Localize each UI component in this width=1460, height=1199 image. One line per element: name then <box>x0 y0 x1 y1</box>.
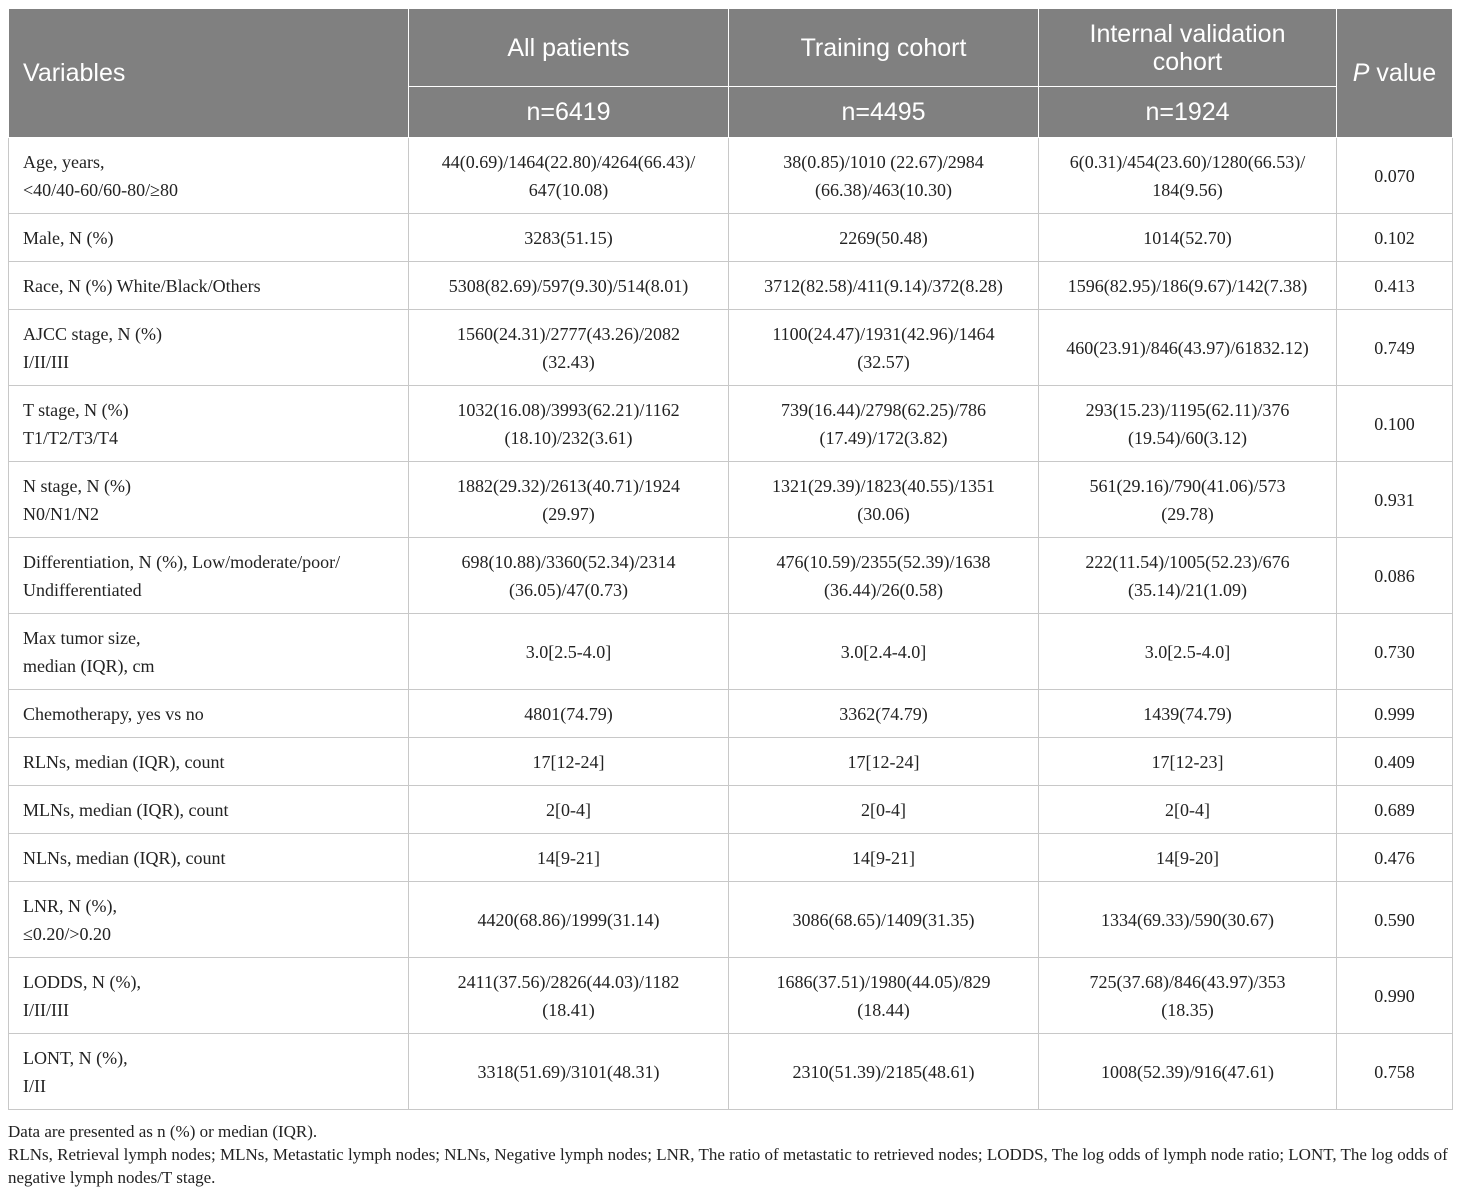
table-body <box>9 138 1453 1110</box>
cell-internal-validation: 1008(52.39)/916(47.61) <box>1039 1034 1337 1110</box>
cell-p-value: 0.100 <box>1337 386 1453 462</box>
cell-training-cohort: 2310(51.39)/2185(48.61) <box>729 1034 1039 1110</box>
cell-internal-validation: 6(0.31)/454(23.60)/1280(66.53)/ 184(9.56) <box>1039 138 1337 214</box>
cell-all-patients: 698(10.88)/3360(52.34)/2314 (36.05)/47(0.73) <box>409 538 729 614</box>
cell-p-value: 0.730 <box>1337 614 1453 690</box>
cell-p-value: 0.413 <box>1337 262 1453 310</box>
cell-all-patients: 3318(51.69)/3101(48.31) <box>409 1034 729 1110</box>
cell-variable: Male, N (%) <box>9 214 409 262</box>
table-row <box>9 1034 1453 1110</box>
cell-variable: T stage, N (%) T1/T2/T3/T4 <box>9 386 409 462</box>
cell-variable: RLNs, median (IQR), count <box>9 738 409 786</box>
header-training-cohort: Training cohort <box>729 9 1039 87</box>
table-row <box>9 538 1453 614</box>
cell-variable: Chemotherapy, yes vs no <box>9 690 409 738</box>
cell-internal-validation: 2[0-4] <box>1039 786 1337 834</box>
cell-training-cohort: 2269(50.48) <box>729 214 1039 262</box>
cell-all-patients: 1032(16.08)/3993(62.21)/1162 (18.10)/232(3.61) <box>409 386 729 462</box>
header-n-training: n=4495 <box>729 87 1039 138</box>
cell-variable: Differentiation, N (%), Low/moderate/poor/ Undifferentiated <box>9 538 409 614</box>
cell-training-cohort: 739(16.44)/2798(62.25)/786 (17.49)/172(3.82) <box>729 386 1039 462</box>
header-all-patients: All patients <box>409 9 729 87</box>
cell-all-patients: 3283(51.15) <box>409 214 729 262</box>
table-row <box>9 786 1453 834</box>
table-row <box>9 214 1453 262</box>
patient-characteristics-table <box>8 8 1453 1110</box>
cell-internal-validation: 561(29.16)/790(41.06)/573 (29.78) <box>1039 462 1337 538</box>
cell-p-value: 0.758 <box>1337 1034 1453 1110</box>
cell-all-patients: 44(0.69)/1464(22.80)/4264(66.43)/ 647(10.08) <box>409 138 729 214</box>
cell-p-value: 0.476 <box>1337 834 1453 882</box>
cell-all-patients: 14[9-21] <box>409 834 729 882</box>
cell-internal-validation: 1334(69.33)/590(30.67) <box>1039 882 1337 958</box>
cell-training-cohort: 3362(74.79) <box>729 690 1039 738</box>
cell-training-cohort: 1686(37.51)/1980(44.05)/829 (18.44) <box>729 958 1039 1034</box>
cell-all-patients: 4801(74.79) <box>409 690 729 738</box>
cell-all-patients: 17[12-24] <box>409 738 729 786</box>
cell-training-cohort: 3086(68.65)/1409(31.35) <box>729 882 1039 958</box>
cell-training-cohort: 2[0-4] <box>729 786 1039 834</box>
table-header <box>9 9 1453 138</box>
header-p-rest: value <box>1369 59 1437 87</box>
cell-p-value: 0.086 <box>1337 538 1453 614</box>
header-internal-validation-cohort: Internal validation cohort <box>1039 9 1337 87</box>
cell-internal-validation: 1596(82.95)/186(9.67)/142(7.38) <box>1039 262 1337 310</box>
cell-p-value: 0.999 <box>1337 690 1453 738</box>
cell-all-patients: 1882(29.32)/2613(40.71)/1924 (29.97) <box>409 462 729 538</box>
cell-all-patients: 1560(24.31)/2777(43.26)/2082 (32.43) <box>409 310 729 386</box>
cell-all-patients: 3.0[2.5-4.0] <box>409 614 729 690</box>
cell-internal-validation: 725(37.68)/846(43.97)/353 (18.35) <box>1039 958 1337 1034</box>
cell-training-cohort: 3.0[2.4-4.0] <box>729 614 1039 690</box>
cell-p-value: 0.749 <box>1337 310 1453 386</box>
cell-training-cohort: 476(10.59)/2355(52.39)/1638 (36.44)/26(0.58) <box>729 538 1039 614</box>
cell-training-cohort: 17[12-24] <box>729 738 1039 786</box>
cell-all-patients: 2[0-4] <box>409 786 729 834</box>
cell-variable: AJCC stage, N (%) I/II/III <box>9 310 409 386</box>
table-row <box>9 690 1453 738</box>
cell-training-cohort: 1100(24.47)/1931(42.96)/1464 (32.57) <box>729 310 1039 386</box>
cell-internal-validation: 17[12-23] <box>1039 738 1337 786</box>
table-row <box>9 738 1453 786</box>
cell-training-cohort: 14[9-21] <box>729 834 1039 882</box>
cell-p-value: 0.070 <box>1337 138 1453 214</box>
table-row <box>9 310 1453 386</box>
cell-all-patients: 4420(68.86)/1999(31.14) <box>409 882 729 958</box>
header-n-validation: n=1924 <box>1039 87 1337 138</box>
cell-variable: LNR, N (%), ≤0.20/>0.20 <box>9 882 409 958</box>
header-p-value <box>1337 9 1453 138</box>
cell-internal-validation: 3.0[2.5-4.0] <box>1039 614 1337 690</box>
cell-internal-validation: 460(23.91)/846(43.97)/61832.12) <box>1039 310 1337 386</box>
cell-all-patients: 5308(82.69)/597(9.30)/514(8.01) <box>409 262 729 310</box>
cell-internal-validation: 14[9-20] <box>1039 834 1337 882</box>
table-row <box>9 958 1453 1034</box>
cell-variable: LODDS, N (%), I/II/III <box>9 958 409 1034</box>
cell-p-value: 0.689 <box>1337 786 1453 834</box>
cell-internal-validation: 222(11.54)/1005(52.23)/676 (35.14)/21(1.09) <box>1039 538 1337 614</box>
table-row <box>9 614 1453 690</box>
cell-internal-validation: 1439(74.79) <box>1039 690 1337 738</box>
cell-internal-validation: 293(15.23)/1195(62.11)/376 (19.54)/60(3.12) <box>1039 386 1337 462</box>
cell-p-value: 0.990 <box>1337 958 1453 1034</box>
header-variables: Variables <box>9 9 409 138</box>
table-row <box>9 262 1453 310</box>
cell-training-cohort: 38(0.85)/1010 (22.67)/2984 (66.38)/463(10.30) <box>729 138 1039 214</box>
cell-internal-validation: 1014(52.70) <box>1039 214 1337 262</box>
table-row <box>9 386 1453 462</box>
note-line-1: Data are presented as n (%) or median (IQR). <box>8 1122 318 1141</box>
cell-variable: Race, N (%) White/Black/Others <box>9 262 409 310</box>
cell-p-value: 0.409 <box>1337 738 1453 786</box>
cell-p-value: 0.102 <box>1337 214 1453 262</box>
cell-p-value: 0.931 <box>1337 462 1453 538</box>
table-row <box>9 138 1453 214</box>
cell-p-value: 0.590 <box>1337 882 1453 958</box>
cell-training-cohort: 1321(29.39)/1823(40.55)/1351 (30.06) <box>729 462 1039 538</box>
table-container <box>8 8 1452 1189</box>
cell-variable: Max tumor size, median (IQR), cm <box>9 614 409 690</box>
cell-all-patients: 2411(37.56)/2826(44.03)/1182 (18.41) <box>409 958 729 1034</box>
table-row <box>9 462 1453 538</box>
table-row <box>9 882 1453 958</box>
note-line-2: RLNs, Retrieval lymph nodes; MLNs, Metastatic lymph nodes; NLNs, Negative lymph nodes; LNR, The ratio of metastatic to retrieved nodes; LODDS, The log odds of lymph node ratio; LONT, The log odds of negative lymph nodes/T stage. <box>8 1145 1448 1187</box>
cell-variable: NLNs, median (IQR), count <box>9 834 409 882</box>
cell-variable: LONT, N (%), I/II <box>9 1034 409 1110</box>
cell-training-cohort: 3712(82.58)/411(9.14)/372(8.28) <box>729 262 1039 310</box>
header-p-italic: P <box>1352 59 1370 87</box>
cell-variable: MLNs, median (IQR), count <box>9 786 409 834</box>
table-notes <box>8 1120 1452 1189</box>
table-row <box>9 834 1453 882</box>
header-n-all: n=6419 <box>409 87 729 138</box>
cell-variable: N stage, N (%) N0/N1/N2 <box>9 462 409 538</box>
cell-variable: Age, years, <40/40-60/60-80/≥80 <box>9 138 409 214</box>
